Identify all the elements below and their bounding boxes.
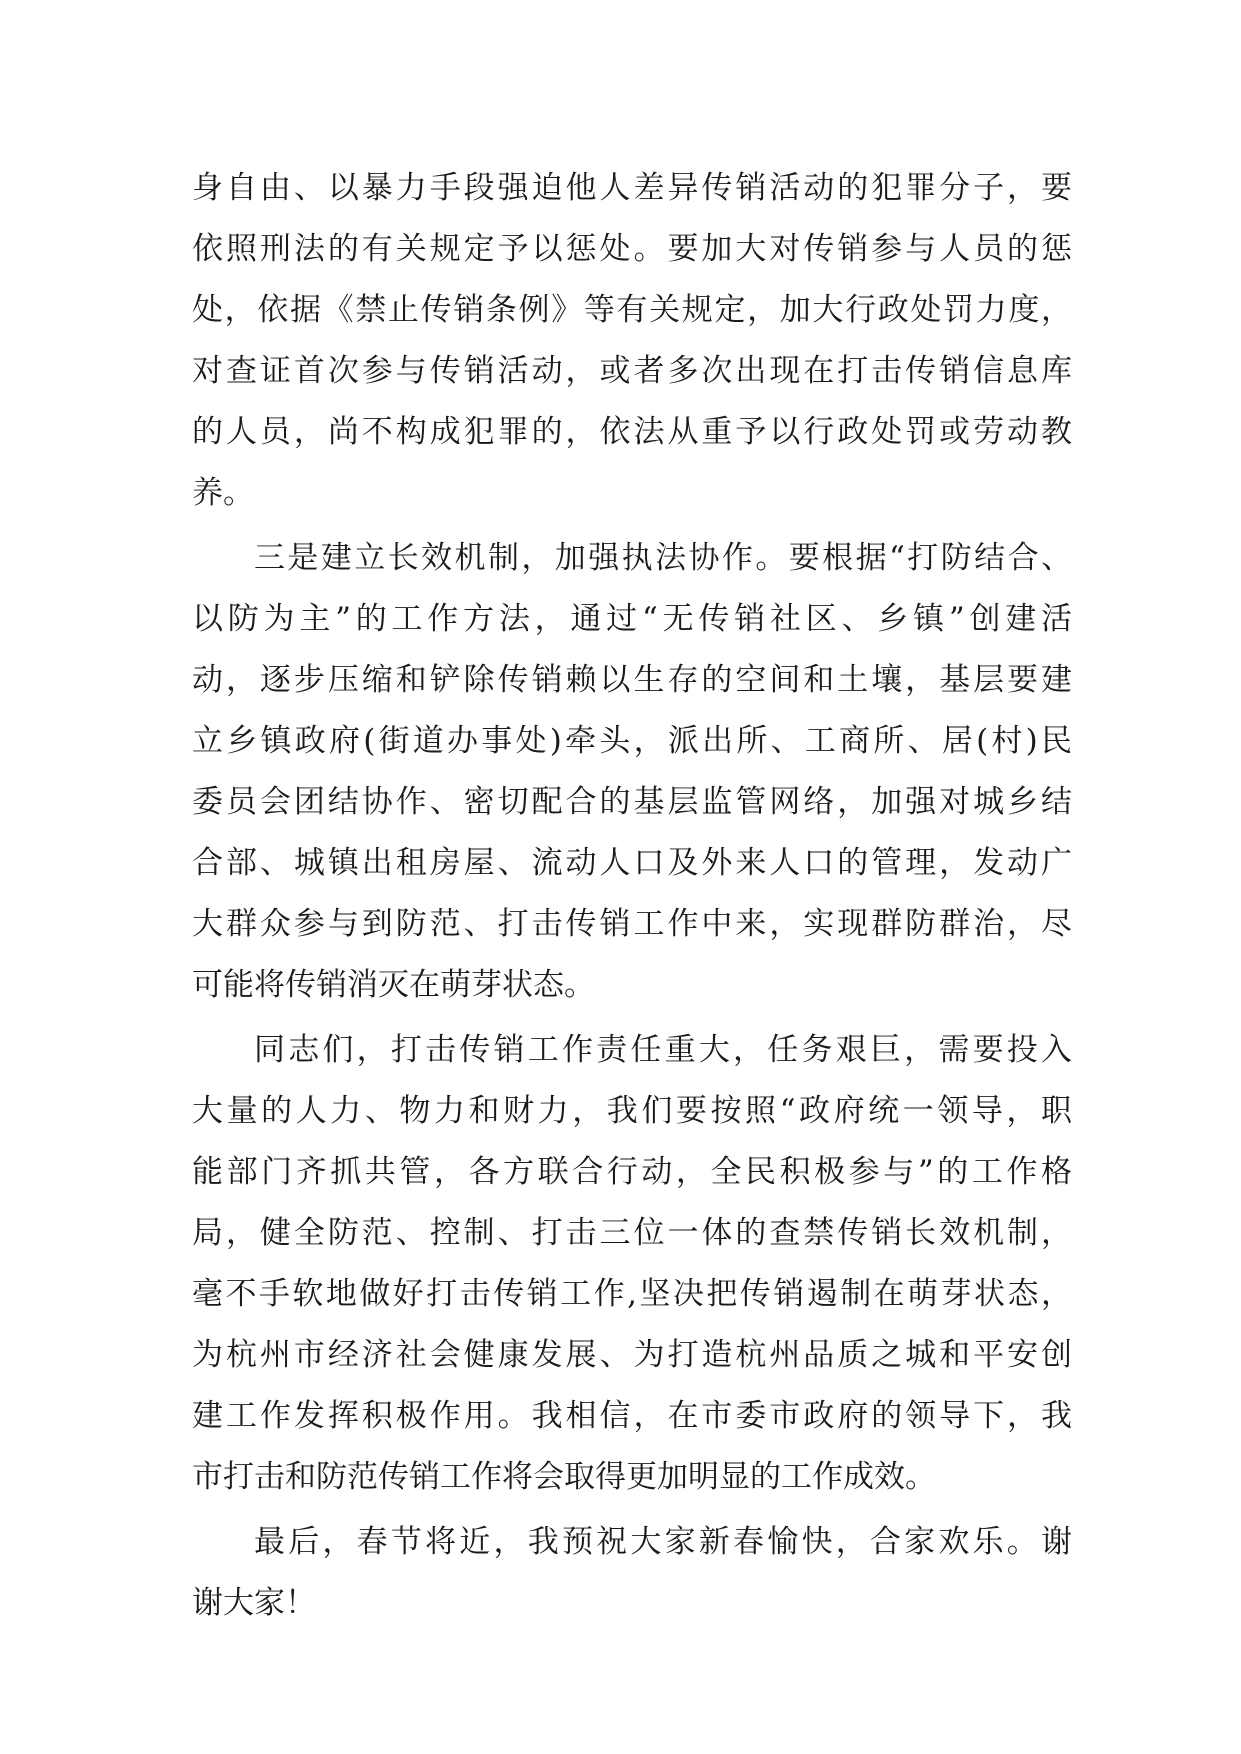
text-line: 以防为主”的工作方法，通过“无传销社区、乡镇”创建活 bbox=[192, 601, 1072, 637]
text-line: 合部、城镇出租房屋、流动人口及外来人口的管理，发动广 bbox=[192, 845, 1072, 881]
text-line: 可能将传销消灭在萌芽状态。 bbox=[192, 967, 595, 1003]
text-line: 三是建立长效机制，加强执法协作。要根据“打防结合、 bbox=[254, 540, 1072, 576]
text-line: 市打击和防范传销工作将会取得更加明显的工作成效。 bbox=[192, 1459, 936, 1495]
text-line: 最后，春节将近，我预祝大家新春愉快，合家欢乐。谢 bbox=[254, 1524, 1072, 1560]
text-line: 谢大家！ bbox=[192, 1585, 316, 1621]
text-line: 身自由、以暴力手段强迫他人差异传销活动的犯罪分子，要 bbox=[192, 170, 1072, 206]
text-line: 局，健全防范、控制、打击三位一体的查禁传销长效机制， bbox=[192, 1215, 1072, 1251]
text-line: 为杭州市经济社会健康发展、为打造杭州品质之城和平安创 bbox=[192, 1337, 1072, 1373]
text-line: 大群众参与到防范、打击传销工作中来，实现群防群治，尽 bbox=[192, 906, 1072, 942]
paragraph bbox=[192, 158, 1072, 524]
text-line: 同志们，打击传销工作责任重大，任务艰巨，需要投入 bbox=[254, 1032, 1072, 1068]
text-line: 依照刑法的有关规定予以惩处。要加大对传销参与人员的惩 bbox=[192, 231, 1072, 267]
text-line: 的人员，尚不构成犯罪的，依法从重予以行政处罚或劳动教 bbox=[192, 414, 1072, 450]
text-line: 处，依据《禁止传销条例》等有关规定，加大行政处罚力度， bbox=[192, 292, 1072, 328]
paragraph bbox=[192, 1020, 1072, 1508]
text-line: 大量的人力、物力和财力，我们要按照“政府统一领导，职 bbox=[192, 1093, 1072, 1129]
paragraph bbox=[192, 1512, 1072, 1634]
body-text bbox=[192, 158, 1072, 1634]
text-line: 养。 bbox=[192, 475, 254, 511]
text-line: 对查证首次参与传销活动，或者多次出现在打击传销信息库 bbox=[192, 353, 1072, 389]
text-line: 动，逐步压缩和铲除传销赖以生存的空间和土壤，基层要建 bbox=[192, 662, 1072, 698]
text-line: 委员会团结协作、密切配合的基层监管网络，加强对城乡结 bbox=[192, 784, 1072, 820]
text-line: 建工作发挥积极作用。我相信，在市委市政府的领导下，我 bbox=[192, 1398, 1072, 1434]
text-line: 能部门齐抓共管，各方联合行动，全民积极参与”的工作格 bbox=[192, 1154, 1072, 1190]
text-line: 毫不手软地做好打击传销工作,坚决把传销遏制在萌芽状态， bbox=[192, 1276, 1072, 1312]
text-line: 立乡镇政府(街道办事处)牵头，派出所、工商所、居(村)民 bbox=[192, 723, 1072, 759]
paragraph bbox=[192, 528, 1072, 1016]
